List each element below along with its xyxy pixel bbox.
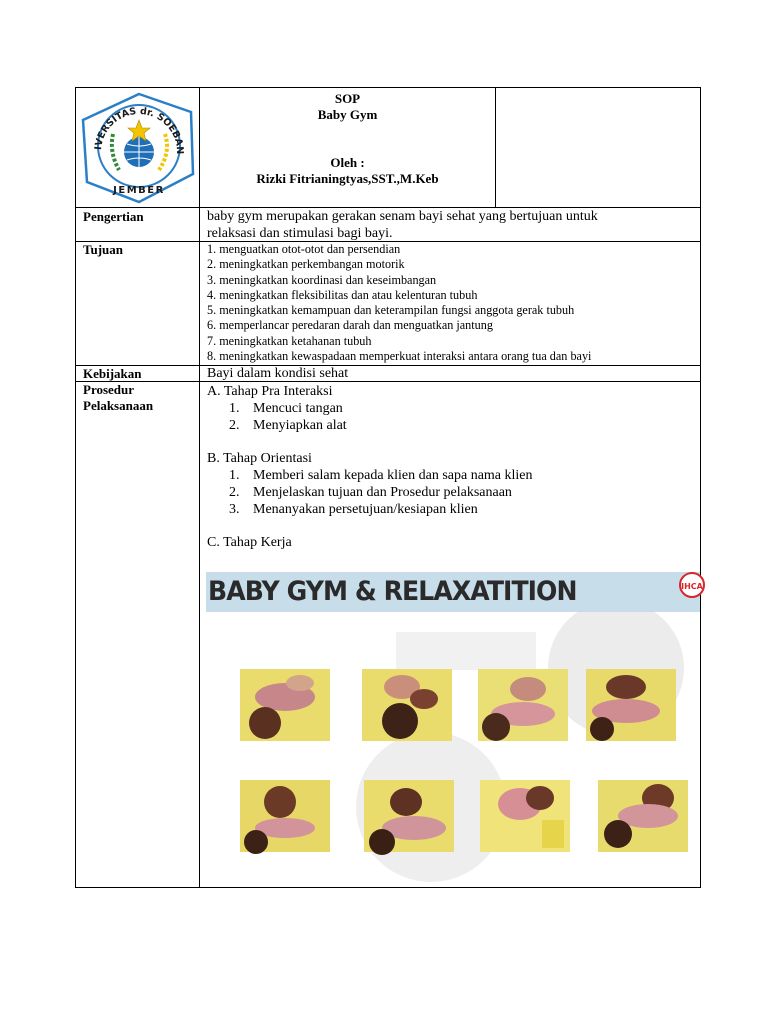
item-text: Menyiapkan alat [253,418,347,433]
prosedur-label-line: Pelaksanaan [83,398,154,413]
tujuan-item: 3. meningkatkan koordinasi dan keseimbangan [207,272,437,287]
prosedur-label [83,382,153,414]
section-b-item [207,484,697,501]
item-number: 1. [229,468,240,483]
tujuan-item: 1. menguatkan otot-otot dan persendian [207,242,401,256]
section-a-title: A. Tahap Pra Interaksi [207,384,333,399]
logo-arc-text: IVERSITAS dr. SOEBAN [93,105,186,155]
item-text: Memberi salam kepada klien dan sapa nama klien [253,468,533,483]
document-subtitle: Baby Gym [317,107,378,122]
pengertian-label: Pengertian [83,209,144,224]
tujuan-item: 4. meningkatkan fleksibilitas dan atau kelenturan tubuh [207,287,478,302]
kebijakan-label: Kebijakan [83,366,142,381]
section-a-item [207,417,697,434]
exercise-photo [598,780,688,852]
item-number: 2. [229,418,240,433]
exercise-photo [364,780,454,852]
baby-gym-image [206,572,703,882]
tujuan-item: 7. meningkatkan ketahanan tubuh [207,333,372,348]
exercise-photo [478,669,568,741]
prosedur-content [207,383,697,551]
prosedur-label-line: Prosedur [83,382,135,397]
logo-bottom-text: JEMBER [113,185,165,196]
section-a-item [207,400,697,417]
tujuan-item: 2. meningkatkan perkembangan motorik [207,257,405,272]
tujuan-label: Tujuan [83,242,123,257]
document-header [200,91,495,205]
section-b-item [207,467,697,484]
tujuan-item: 6. memperlancar peredaran darah dan menguatkan jantung [207,318,493,333]
exercise-photo [480,780,570,852]
exercise-photo [362,669,452,741]
section-c-title: C. Tahap Kerja [207,535,292,550]
exercise-photo [586,669,676,741]
author-name: Rizki Fitrianingtyas,SST.,M.Keb [256,171,439,186]
pengertian-line: relaksasi dan stimulasi bagi bayi. [207,226,393,241]
exercise-photo [240,669,330,741]
author-label: Oleh : [330,155,365,170]
item-text: Menjelaskan tujuan dan Prosedur pelaksanaan [253,485,512,500]
tujuan-list [207,242,697,364]
header-column-divider [495,88,496,207]
item-text: Mencuci tangan [253,401,343,416]
badge-text: IHCA [681,582,703,591]
pengertian-text [207,208,697,242]
row-divider [76,365,700,366]
item-number: 1. [229,401,240,416]
item-number: 3. [229,502,240,517]
tujuan-item: 8. meningkatkan kewaspadaan memperkuat interaksi antara orang tua dan bayi [207,349,592,364]
section-b-item [207,501,697,518]
university-logo [79,90,199,206]
section-b-title: B. Tahap Orientasi [207,451,312,466]
sop-table [75,87,701,888]
kebijakan-text: Bayi dalam kondisi sehat [207,366,349,381]
exercise-photo [240,780,330,852]
tujuan-item: 5. meningkatkan kemampuan dan keterampilan fungsi anggota gerak tubuh [207,303,575,318]
document-title: SOP [334,91,361,106]
row-divider [76,381,700,382]
item-number: 2. [229,485,240,500]
item-text: Menanyakan persetujuan/kesiapan klien [253,502,478,517]
banner-title: BABY GYM & RELAXATITION [208,576,577,607]
pengertian-line: baby gym merupakan gerakan senam bayi sehat yang bertujuan untuk [207,209,598,224]
